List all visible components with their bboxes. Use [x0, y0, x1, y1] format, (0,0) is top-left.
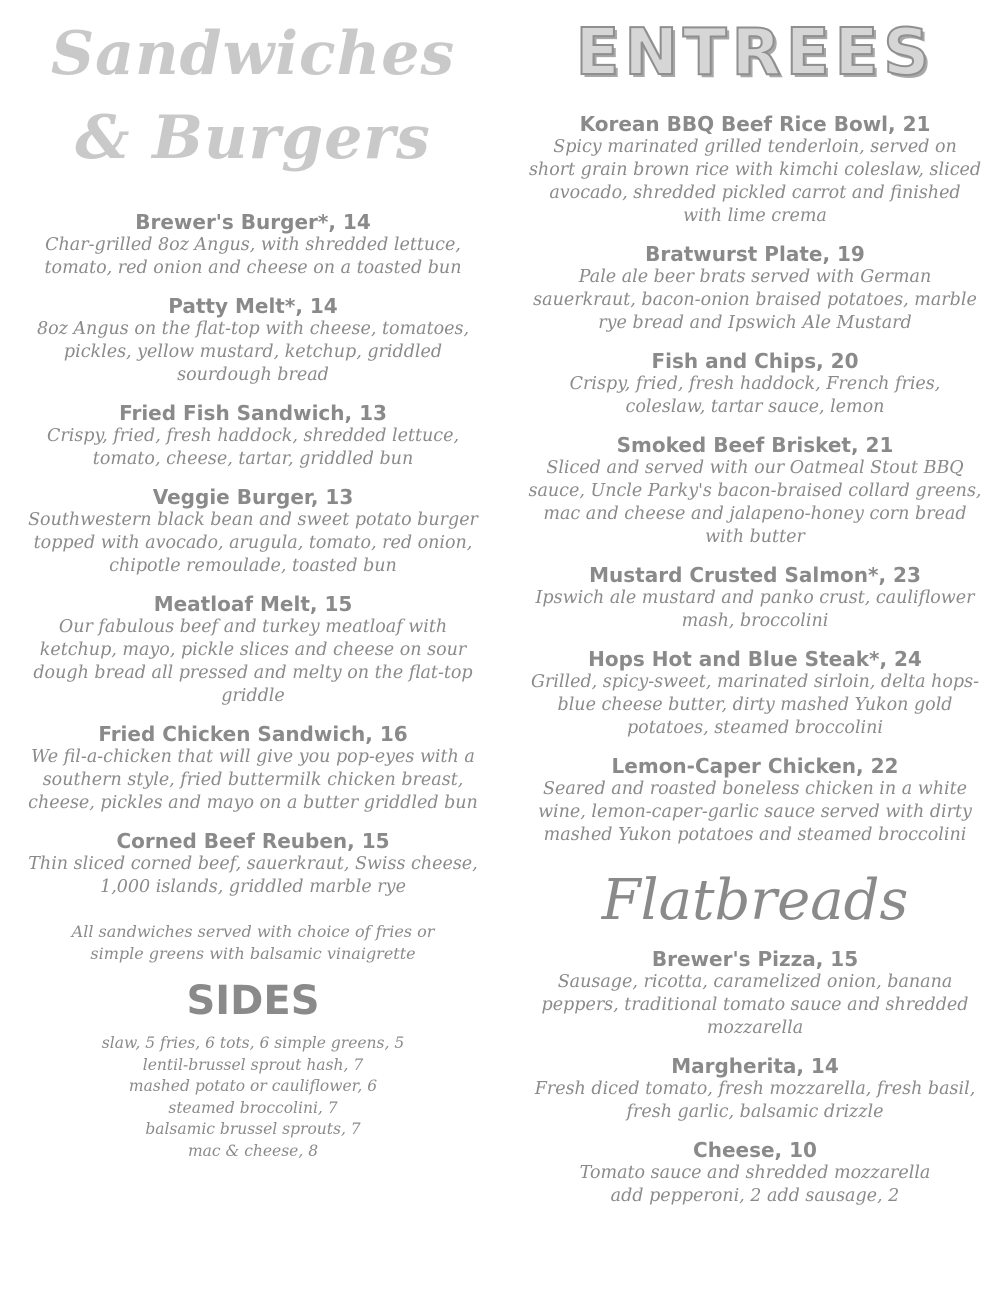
menu-item — [18, 829, 488, 899]
item-name: Corned Beef Reuben, 15 — [116, 829, 390, 853]
menu-item — [522, 242, 988, 335]
sides-line: steamed broccolini, 7 — [168, 1098, 338, 1117]
item-description: Grilled, spicy-sweet, marinated sirloin, delta hops-blue cheese butter, dirty mashed Yukon gold potatoes, steamed broccolini — [530, 672, 980, 738]
item-description: Pale ale beer brats served with German sauerkraut, bacon-onion braised potatoes, marble rye bread and Ipswich Ale Mustard — [533, 267, 977, 333]
item-name: Korean BBQ Beef Rice Bowl, 21 — [579, 112, 931, 136]
sides-line: slaw, 5 fries, 6 tots, 6 simple greens, 5 — [101, 1034, 405, 1052]
item-name: Brewer's Pizza, 15 — [651, 947, 859, 971]
item-description: Ipswich ale mustard and panko crust, cauliflower mash, broccolini — [535, 588, 975, 631]
menu-item — [18, 401, 488, 471]
sandwiches-title-line1: Sandwiches — [50, 19, 456, 89]
sides-line: mashed potato or cauliflower, 6 — [128, 1077, 378, 1095]
item-name: Brewer's Burger*, 14 — [135, 210, 371, 234]
item-name: Cheese, 10 — [693, 1138, 817, 1162]
sandwiches-title — [18, 12, 488, 180]
menu-item — [18, 210, 488, 280]
entrees-column — [522, 0, 988, 1208]
item-name: Fried Fish Sandwich, 13 — [119, 401, 387, 425]
item-addons: add pepperoni, 2 add sausage, 2 — [610, 1186, 900, 1206]
item-description: Tomato sauce and shredded mozzarella — [579, 1163, 931, 1183]
menu-item — [522, 754, 988, 847]
item-description: Sliced and served with our Oatmeal Stout BBQ sauce, Uncle Parky's bacon-braised collard greens, mac and cheese and jalapeno-honey corn bread with butter — [528, 458, 982, 547]
item-name: Hops Hot and Blue Steak*, 24 — [588, 647, 922, 671]
flatbreads-title: Flatbreads — [601, 868, 909, 933]
item-description: Sausage, ricotta, caramelized onion, banana peppers, traditional tomato sauce and shredded mozzarella — [541, 972, 969, 1038]
item-description: Crispy, fried, fresh haddock, shredded lettuce, tomato, cheese, tartar, griddled bun — [46, 426, 460, 469]
item-description: Our fabulous beef and turkey meatloaf with ketchup, mayo, pickle slices and cheese on sour dough bread all pressed and melty on the flat-top griddle — [33, 617, 473, 706]
entrees-title: ENTREES — [575, 16, 935, 90]
menu-item — [18, 294, 488, 387]
menu-item — [522, 1138, 988, 1208]
item-name: Smoked Beef Brisket, 21 — [616, 433, 894, 457]
item-name: Veggie Burger, 13 — [152, 485, 354, 509]
item-name: Lemon-Caper Chicken, 22 — [611, 754, 899, 778]
sandwiches-note: All sandwiches served with choice of fries or simple greens with balsamic vinaigrette — [71, 922, 435, 963]
menu-item — [522, 349, 988, 419]
menu-item — [522, 563, 988, 633]
item-description: Fresh diced tomato, fresh mozzarella, fresh basil, fresh garlic, balsamic drizzle — [534, 1079, 976, 1122]
item-name: Meatloaf Melt, 15 — [153, 592, 353, 616]
sides-line: lentil-brussel sprout hash, 7 — [142, 1055, 364, 1074]
sandwiches-title-line2: & Burgers — [75, 103, 431, 173]
item-description: Char-grilled 8oz Angus, with shredded lettuce, tomato, red onion and cheese on a toasted bun — [44, 235, 462, 278]
item-description: Seared and roasted boneless chicken in a white wine, lemon-caper-garlic sauce served with dirty mashed Yukon potatoes and steamed broccolini — [538, 779, 972, 845]
item-name: Fish and Chips, 20 — [651, 349, 859, 373]
item-description: We fil-a-chicken that will give you pop-eyes with a southern style, fried buttermilk chicken breast, cheese, pickles and mayo on a butter griddled bun — [28, 747, 478, 813]
item-description: Crispy, fried, fresh haddock, French fries, coleslaw, tartar sauce, lemon — [569, 374, 941, 417]
sides-line: mac & cheese, 8 — [187, 1141, 319, 1160]
menu-item — [522, 1054, 988, 1124]
sides-list — [18, 1033, 488, 1162]
item-name: Margherita, 14 — [671, 1054, 839, 1078]
item-name: Fried Chicken Sandwich, 16 — [98, 722, 408, 746]
menu-item — [522, 947, 988, 1040]
item-name: Mustard Crusted Salmon*, 23 — [589, 563, 921, 587]
menu-item — [522, 647, 988, 740]
sides-line: balsamic brussel sprouts, 7 — [145, 1120, 361, 1138]
item-description: Spicy marinated grilled tenderloin, served on short grain brown rice with kimchi coleslaw, sliced avocado, shredded pickled carrot and finished with lime crema — [528, 137, 982, 226]
item-name: Patty Melt*, 14 — [168, 294, 338, 318]
menu-item — [522, 112, 988, 228]
menu-item — [18, 722, 488, 815]
menu-item — [18, 592, 488, 708]
item-description: 8oz Angus on the flat-top with cheese, tomatoes, pickles, yellow mustard, ketchup, griddled sourdough bread — [36, 319, 470, 385]
item-description: Thin sliced corned beef, sauerkraut, Swiss cheese, 1,000 islands, griddled marble rye — [28, 854, 478, 897]
sides-title: SIDES — [186, 978, 320, 1024]
menu-item — [18, 485, 488, 578]
item-description: Southwestern black bean and sweet potato burger topped with avocado, arugula, tomato, red onion, chipotle remoulade, toasted bun — [28, 510, 478, 576]
menu-item — [522, 433, 988, 549]
item-name: Bratwurst Plate, 19 — [645, 242, 865, 266]
sandwiches-column — [18, 0, 488, 1162]
